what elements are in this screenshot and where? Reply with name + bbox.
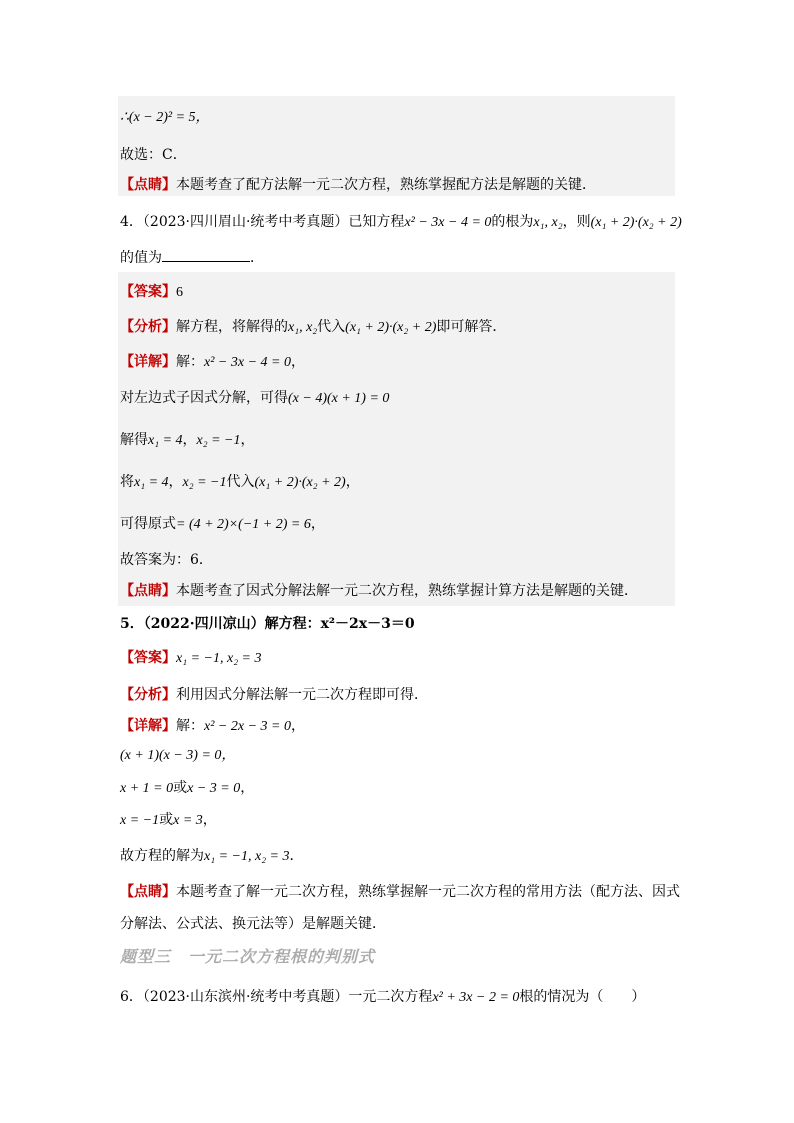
problem5-stem: 5．（2022·四川凉山）解方程：x²－2x－3＝0	[120, 616, 415, 632]
problem4-step1: 对左边式子因式分解，可得(x − 4)(x + 1) = 0	[120, 390, 390, 406]
problem4-analysis: 【分析】解方程，将解得的x₁, x₂代入(x₁ + 2)·(x₂ + 2)即可解答．	[120, 319, 507, 335]
problem4-step3: 将x₁ = 4，x₂ = −1代入(x₁ + 2)·(x₂ + 2)，	[120, 474, 360, 490]
answer-blank	[162, 247, 250, 262]
problem4-stem-line1: 4．（2023·四川眉山·统考中考真题）已知方程x² − 3x − 4 = 0的根为x₁, x₂，则(x₁ + 2)·(x₂ + 2)	[120, 214, 682, 230]
problem5-step3: x = −1或x = 3，	[120, 812, 217, 828]
problem3-choice: 故选：C．	[120, 147, 187, 163]
problem5-dianjing-line2: 分解法、公式法、换元法等）是解题关键．	[120, 916, 386, 932]
problem4-detail: 【详解】解：x² − 3x − 4 = 0，	[120, 354, 305, 370]
problem4-answer: 【答案】6	[120, 284, 183, 300]
problem5-step1: (x + 1)(x − 3) = 0，	[120, 748, 236, 763]
problem3-equation: ∴(x − 2)² = 5，	[120, 110, 210, 125]
problem5-final: 故方程的解为x₁ = −1, x₂ = 3．	[120, 848, 304, 864]
problem6-stem: 6．（2023·山东滨州·统考中考真题）一元二次方程x² + 3x − 2 = 0根的情况为（ ）	[120, 989, 646, 1005]
problem5-dianjing-line1: 【点睛】本题考查了解一元二次方程，熟练掌握解一元二次方程的常用方法（配方法、因式	[120, 884, 680, 900]
problem5-detail: 【详解】解：x² − 2x − 3 = 0，	[120, 718, 305, 734]
problem5-step2: x + 1 = 0或x − 3 = 0，	[120, 780, 255, 796]
problem5-analysis: 【分析】利用因式分解法解一元二次方程即可得．	[120, 687, 428, 703]
section-heading: 题型三 一元二次方程根的判别式	[120, 947, 376, 966]
problem4-step2: 解得x₁ = 4，x₂ = −1，	[120, 432, 255, 448]
problem4-dianjing: 【点睛】本题考查了因式分解法解一元二次方程，熟练掌握计算方法是解题的关键．	[120, 583, 638, 599]
problem4-stem-line2: 的值为 ．	[120, 247, 264, 268]
problem4-step4: 可得原式= (4 + 2)×(−1 + 2) = 6，	[120, 516, 325, 532]
problem3-dianjing: 【点睛】本题考查了配方法解一元二次方程，熟练掌握配方法是解题的关键．	[120, 177, 596, 193]
problem5-answer: 【答案】x₁ = −1, x₂ = 3	[120, 650, 262, 666]
problem4-final: 故答案为：6．	[120, 552, 213, 568]
